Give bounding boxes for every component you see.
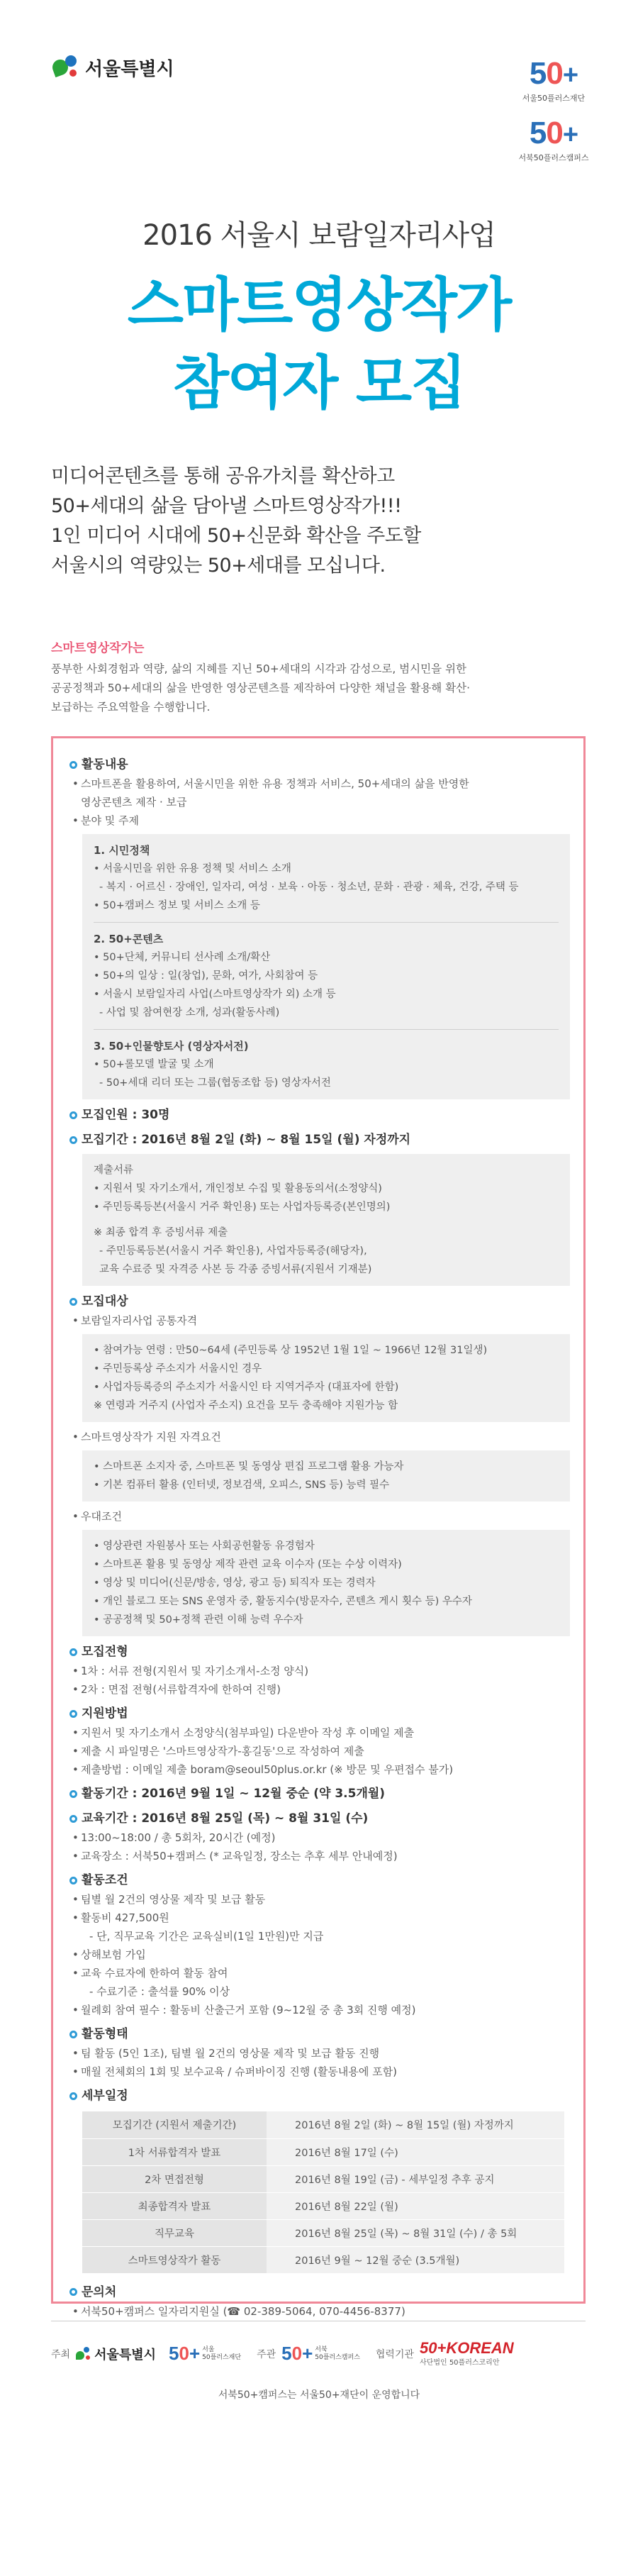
list-subitem: - 수료기준 : 출석률 90% 이상 bbox=[89, 1985, 230, 1998]
section-heading: 모집기간 : 2016년 8월 2일 (화) ~ 8월 15일 (월) 자정까지 bbox=[82, 1133, 411, 1147]
seoul-logo-text: 서울특별시 bbox=[85, 57, 174, 79]
qualification-line: • 스마트폰 소지자 중, 스마트폰 및 동영상 편집 프로그램 활용 가능자 bbox=[94, 1461, 404, 1472]
foundation-caption: 서울50플러스재단 bbox=[522, 94, 586, 103]
logo-five: 5 bbox=[281, 2343, 292, 2364]
list-item: • 스마트폰을 활용하여, 서울시민을 위한 유용 정책과 서비스, 50+세대의 삶을 반영한 bbox=[69, 775, 570, 793]
schedule-key: 1차 서류합격자 발표 bbox=[82, 2138, 267, 2165]
logo-five: 5 bbox=[169, 2343, 179, 2364]
training-section bbox=[69, 1809, 570, 1865]
apply-section bbox=[69, 1704, 570, 1779]
schedule-table bbox=[82, 2111, 564, 2274]
list-item: • 보람일자리사업 공통자격 bbox=[69, 1311, 570, 1330]
list-item: • 교육장소 : 서북50+캠퍼스 (* 교육일정, 장소는 추후 세부 안내예정) bbox=[69, 1847, 570, 1865]
logo-zero: 0 bbox=[291, 2343, 303, 2364]
list-item: • 1차 : 서류 전형(지원서 및 자기소개서-소정 양식) bbox=[69, 1662, 570, 1680]
schedule-key: 최종합격자 발표 bbox=[82, 2192, 267, 2219]
bullet-circle-icon bbox=[69, 1815, 77, 1823]
topic-line: - 사업 및 참여현장 소개, 성과(활동사례) bbox=[99, 1007, 280, 1018]
role-qualification-box bbox=[82, 1450, 570, 1501]
final-doc-line: - 주민등록등본(서울시 거주 확인용), 사업자등록증(해당자), bbox=[99, 1245, 367, 1257]
topic-line: • 서울시 보람일자리 사업(스마트영상작가 외) 소개 등 bbox=[94, 989, 336, 1000]
list-item: • 제출 시 파일명은 '스마트영상작가-홍길동'으로 작성하여 제출 bbox=[69, 1742, 570, 1760]
logo-plus: + bbox=[302, 2343, 313, 2364]
list-item: • 교육 수료자에 한하여 활동 참여 bbox=[69, 1964, 570, 1982]
list-item: • 활동비 427,500원 bbox=[69, 1909, 570, 1927]
footer-seoul-logo[interactable] bbox=[76, 2345, 156, 2363]
preference-line: • 공공정책 및 50+정책 관련 이해 능력 우수자 bbox=[94, 1614, 303, 1626]
qualification-line: ※ 연령과 거주지 (사업자 주소지) 요건을 모두 충족해야 지원가능 함 bbox=[94, 1400, 398, 1411]
schedule-value: 2016년 8월 2일 (화) ~ 8월 15일 (월) 자정까지 bbox=[267, 2111, 564, 2138]
organizer-label: 주관 bbox=[257, 2348, 276, 2360]
documents-box bbox=[82, 1154, 570, 1286]
logo-zero: 0 bbox=[546, 116, 563, 150]
qualification-line: • 기본 컴퓨터 활용 (인터넷, 정보검색, 오피스, SNS 등) 능력 필수 bbox=[94, 1479, 390, 1491]
korean-mark: 50+KOREAN bbox=[420, 2339, 514, 2357]
intro-line: 서울시의 역량있는 50+세대를 모십니다. bbox=[51, 555, 386, 577]
list-item: • 분야 및 주제 bbox=[69, 811, 570, 830]
docs-title: 제출서류 bbox=[94, 1165, 134, 1176]
details-content bbox=[69, 755, 570, 2326]
intro-line: 미디어콘텐츠를 통해 공유가치를 확산하고 bbox=[51, 465, 395, 487]
schedule-value: 2016년 8월 19일 (금) - 세부일정 추후 공지 bbox=[267, 2165, 564, 2192]
preference-line: • 개인 블로그 또는 SNS 운영자 중, 활동지수(방문자수, 콘텐츠 게시 횟수 등) 우수자 bbox=[94, 1596, 472, 1607]
host-label: 주최 bbox=[51, 2348, 71, 2360]
schedule-value: 2016년 8월 22일 (월) bbox=[267, 2192, 564, 2219]
section-heading: 지원방법 bbox=[82, 1706, 128, 1721]
about-line: 보급하는 주요역할을 수행합니다. bbox=[51, 701, 211, 714]
divider bbox=[94, 922, 559, 923]
list-item: 영상콘텐츠 제작 · 보급 bbox=[81, 796, 187, 809]
footer-seoul-text: 서울특별시 bbox=[94, 2347, 157, 2363]
list-item: • 13:00~18:00 / 총 5회차, 20시간 (예정) bbox=[69, 1828, 570, 1847]
list-item: • 팀별 월 2건의 영상물 제작 및 보급 활동 bbox=[69, 1890, 570, 1909]
section-heading: 세부일정 bbox=[82, 2089, 128, 2103]
topic-line: - 복지 · 어르신 · 장애인, 일자리, 여성 · 보육 · 아동 · 청소년, 문화 · 관광 · 체육, 건강, 주택 등 bbox=[99, 882, 519, 893]
logo-plus: + bbox=[562, 120, 578, 150]
page-title-line1: 스마트영상작가 bbox=[127, 272, 511, 339]
intro-line: 50+세대의 삶을 담아낼 스마트영상작가!!! bbox=[51, 495, 402, 517]
table-row bbox=[82, 2138, 564, 2165]
recruit-count-section bbox=[69, 1105, 570, 1125]
bullet-circle-icon bbox=[69, 1648, 77, 1656]
bullet-circle-icon bbox=[69, 761, 77, 769]
schedule-key: 2차 면접전형 bbox=[82, 2165, 267, 2192]
preference-box bbox=[82, 1530, 570, 1636]
target-section bbox=[69, 1292, 570, 1636]
section-heading: 모집전형 bbox=[82, 1645, 128, 1659]
header bbox=[0, 0, 638, 184]
logo-plus: + bbox=[189, 2343, 201, 2364]
activity-section bbox=[69, 755, 570, 1099]
topic-line: • 50+의 일상 : 일(창업), 문화, 여가, 사회참여 등 bbox=[94, 970, 318, 982]
qualification-line: • 주민등록상 주소지가 서울시인 경우 bbox=[94, 1363, 262, 1375]
about-section bbox=[0, 638, 638, 717]
about-heading: 스마트영상작가는 bbox=[51, 641, 145, 655]
bullet-circle-icon bbox=[69, 2092, 77, 2100]
intro-text bbox=[0, 462, 638, 581]
section-heading: 활동내용 bbox=[82, 757, 128, 772]
table-row bbox=[82, 2192, 564, 2219]
seobuk50plus-campus-logo[interactable] bbox=[508, 118, 600, 163]
section-heading: 문의처 bbox=[82, 2284, 117, 2299]
page-title-line2: 참여자 모집 bbox=[172, 350, 466, 417]
bullet-circle-icon bbox=[69, 1710, 77, 1718]
table-row bbox=[82, 2219, 564, 2246]
topic-title: 1. 시민정책 bbox=[94, 844, 150, 857]
page-subtitle: 2016 서울시 보람일자리사업 bbox=[142, 219, 496, 252]
email-list-item[interactable]: • 제출방법 : 이메일 제출 boram@seoul50plus.or.kr (※ 방문 및 우편접수 불가) bbox=[69, 1760, 570, 1779]
footer-foundation-caption: 서울 50플러스재단 bbox=[202, 2345, 242, 2361]
section-heading: 모집인원 : 30명 bbox=[82, 1108, 170, 1122]
recruit-period-section bbox=[69, 1130, 570, 1286]
seoul50plus-foundation-logo[interactable] bbox=[508, 58, 600, 104]
schedule-key: 스마트영상작가 활동 bbox=[82, 2246, 267, 2273]
list-item: • 월례회 참여 필수 : 활동비 산출근거 포함 (9~12월 중 총 3회 진행 예정) bbox=[69, 2001, 570, 2019]
list-subitem: - 단, 직무교육 기간은 교육실비(1일 1만원)만 지급 bbox=[89, 1930, 324, 1943]
section-heading: 활동형태 bbox=[82, 2027, 128, 2041]
topic-title: 3. 50+인물향토사 (영상자서전) bbox=[94, 1040, 249, 1053]
conditions-section bbox=[69, 1870, 570, 2019]
divider bbox=[94, 1029, 559, 1030]
footer-campus-caption: 서북 50플러스캠퍼스 bbox=[315, 2345, 360, 2361]
preference-line: • 스마트폰 활용 및 동영상 제작 관련 교육 이수자 (또는 수상 이력자) bbox=[94, 1559, 402, 1570]
topic-line: • 50+롤모델 발굴 및 소개 bbox=[94, 1059, 214, 1070]
table-row bbox=[82, 2111, 564, 2138]
list-item: • 우대조건 bbox=[69, 1507, 570, 1526]
list-item: • 스마트영상작가 지원 자격요건 bbox=[69, 1428, 570, 1446]
logo-five: 5 bbox=[529, 56, 547, 91]
table-row bbox=[82, 2246, 564, 2273]
doc-line: • 지원서 및 자기소개서, 개인정보 수집 및 활용동의서(소정양식) bbox=[94, 1183, 382, 1194]
list-item: • 지원서 및 자기소개서 소정양식(첨부파일) 다운받아 작성 후 이메일 제출 bbox=[69, 1723, 570, 1742]
selection-section bbox=[69, 1642, 570, 1699]
topic-line: • 50+단체, 커뮤니티 선사례 소개/확산 bbox=[94, 952, 271, 963]
bullet-circle-icon bbox=[69, 1136, 77, 1144]
schedule-section bbox=[69, 2086, 570, 2274]
logo-plus: + bbox=[562, 60, 578, 90]
title-block bbox=[0, 213, 638, 419]
schedule-key: 직무교육 bbox=[82, 2219, 267, 2246]
table-row bbox=[82, 2165, 564, 2192]
schedule-key: 모집기간 (지원서 제출기간) bbox=[82, 2111, 267, 2138]
footer-campus-logo[interactable] bbox=[281, 2343, 360, 2365]
list-item: • 매월 전체회의 1회 및 보수교육 / 슈퍼바이징 진행 (활동내용에 포함) bbox=[69, 2063, 570, 2081]
common-qualification-box bbox=[82, 1334, 570, 1422]
topic-line: - 50+세대 리더 또는 그룹(협동조합 등) 영상자서전 bbox=[99, 1077, 331, 1089]
list-item: • 상해보험 가입 bbox=[69, 1945, 570, 1964]
bullet-circle-icon bbox=[69, 1298, 77, 1306]
footer-note: 서북50+캠퍼스는 서울50+재단이 운영합니다 bbox=[218, 2389, 420, 2401]
intro-line: 1인 미디어 시대에 50+신문화 확산을 주도할 bbox=[51, 525, 421, 547]
bullet-circle-icon bbox=[69, 2031, 77, 2038]
qualification-line: • 참여가능 연령 : 만50~64세 (주민등록 상 1952년 1월 1일 ~ 1966년 12월 31일생) bbox=[94, 1345, 488, 1356]
logo-five: 5 bbox=[529, 116, 547, 150]
bullet-circle-icon bbox=[69, 2288, 77, 2296]
logo-zero: 0 bbox=[179, 2343, 189, 2364]
footer-foundation-logo[interactable] bbox=[169, 2343, 241, 2365]
form-section bbox=[69, 2024, 570, 2081]
list-item: • 팀 활동 (5인 1조), 팀별 월 2건의 영상물 제작 및 보급 활동 진행 bbox=[69, 2044, 570, 2063]
final-docs-title: ※ 최종 합격 후 증빙서류 제출 bbox=[94, 1227, 228, 1238]
preference-line: • 영상관련 자원봉사 또는 사회공헌활동 유경험자 bbox=[94, 1540, 315, 1552]
contact-item[interactable]: • 서북50+캠퍼스 일자리지원실 (☎ 02-389-5064, 070-4456-8377) bbox=[69, 2302, 570, 2321]
campus-caption: 서북50플러스캠퍼스 bbox=[518, 153, 589, 162]
bullet-circle-icon bbox=[69, 1877, 77, 1884]
seoul-emblem-icon bbox=[51, 54, 81, 81]
about-line: 풍부한 사회경험과 역량, 삶의 지혜를 지닌 50+세대의 시각과 감성으로, 범시민을 위한 bbox=[51, 662, 466, 675]
section-heading: 교육기간 : 2016년 8월 25일 (목) ~ 8월 31일 (수) bbox=[82, 1811, 369, 1826]
korean-sub: 사단법인 50플러스코리안 bbox=[420, 2359, 500, 2367]
section-heading: 활동기간 : 2016년 9월 1일 ~ 12월 중순 (약 3.5개월) bbox=[82, 1787, 386, 1801]
schedule-value: 2016년 8월 25일 (목) ~ 8월 31일 (수) / 총 5회 bbox=[267, 2219, 564, 2246]
activity-period-section bbox=[69, 1784, 570, 1804]
topic-title: 2. 50+콘텐츠 bbox=[94, 933, 164, 945]
logo-zero: 0 bbox=[546, 56, 563, 91]
seoul-emblem-icon bbox=[76, 2347, 91, 2361]
partner-label: 협력기관 bbox=[375, 2348, 414, 2360]
bullet-circle-icon bbox=[69, 1790, 77, 1798]
preference-line: • 영상 및 미디어(신문/방송, 영상, 광고 등) 퇴직자 또는 경력자 bbox=[94, 1577, 376, 1589]
qualification-line: • 사업자등록증의 주소지가 서울시인 타 지역거주자 (대표자에 한함) bbox=[94, 1382, 399, 1393]
doc-line: • 주민등록등본(서울시 거주 확인용) 또는 사업자등록증(본인명의) bbox=[94, 1201, 391, 1213]
footer-korean-logo[interactable] bbox=[420, 2341, 514, 2367]
schedule-value: 2016년 9월 ~ 12월 중순 (3.5개월) bbox=[267, 2246, 564, 2273]
bullet-circle-icon bbox=[69, 1111, 77, 1119]
topics-box bbox=[82, 834, 570, 1099]
list-item: • 2차 : 면접 전형(서류합격자에 한하여 진행) bbox=[69, 1680, 570, 1699]
schedule-value: 2016년 8월 17일 (수) bbox=[267, 2138, 564, 2165]
final-doc-line: 교육 수료증 및 자격증 사본 등 각종 증빙서류(지원서 기재분) bbox=[99, 1264, 372, 1275]
contact-section bbox=[69, 2282, 570, 2321]
section-heading: 모집대상 bbox=[82, 1294, 128, 1309]
section-heading: 활동조건 bbox=[82, 1873, 128, 1887]
footer-logos bbox=[51, 2341, 590, 2367]
about-line: 공공정책과 50+세대의 삶을 반영한 영상콘텐츠를 제작하여 다양한 채널을 활용해 확산· bbox=[51, 682, 471, 694]
topic-line: • 서울시민을 위한 유용 정책 및 서비스 소개 bbox=[94, 863, 291, 875]
seoul-city-logo[interactable] bbox=[51, 54, 174, 81]
topic-line: • 50+캠퍼스 정보 및 서비스 소개 등 bbox=[94, 900, 260, 911]
